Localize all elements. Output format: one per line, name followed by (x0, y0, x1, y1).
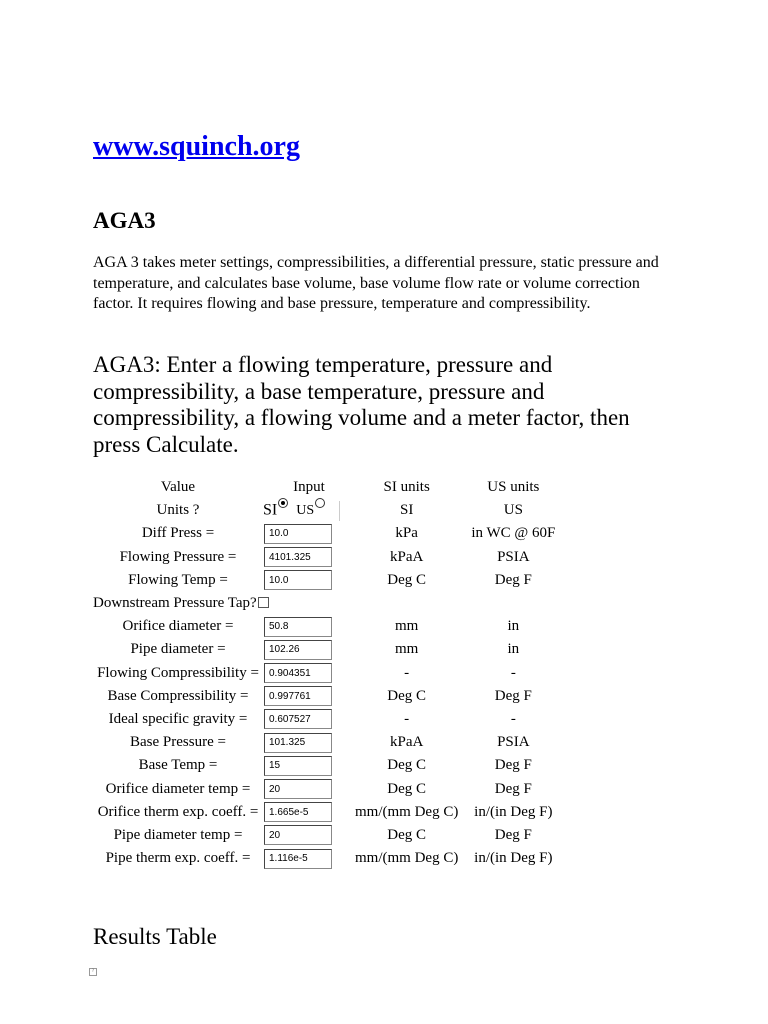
row-label: Pipe diameter temp = (113, 826, 243, 843)
units-divider (339, 501, 340, 521)
header-value: Value (160, 479, 196, 496)
value-input[interactable] (264, 849, 332, 869)
row-si-unit: Deg C (387, 826, 427, 843)
value-input[interactable] (264, 756, 332, 776)
row-si-unit: - (404, 710, 410, 727)
row-us-unit: in/(in Deg F) (474, 850, 553, 867)
downstream-tap-label: Downstream Pressure Tap? (93, 595, 257, 612)
row-input-cell (263, 754, 355, 777)
units-us-value: US (503, 502, 523, 519)
row-label: Orifice therm exp. coeff. = (97, 803, 259, 820)
row-us-unit: Deg F (494, 826, 532, 843)
row-si-unit: Deg C (387, 780, 427, 797)
row-input-cell (263, 801, 355, 824)
row-label: Base Pressure = (130, 734, 226, 751)
table-row (93, 615, 568, 638)
value-input[interactable] (264, 617, 332, 637)
table-row (93, 685, 568, 708)
downstream-tap-checkbox[interactable] (258, 597, 269, 608)
input-rows-group-1 (93, 522, 568, 592)
units-row (93, 499, 568, 522)
row-si-unit: Deg C (387, 571, 427, 588)
table-row (93, 569, 568, 592)
row-label: Orifice diameter = (122, 618, 234, 635)
row-input-cell (263, 777, 355, 800)
row-si-unit: Deg C (387, 687, 427, 704)
row-label: Diff Press = (141, 525, 215, 542)
row-us-unit: in WC @ 60F (471, 525, 556, 542)
row-us-unit: PSIA (497, 548, 530, 565)
row-si-unit: kPaA (389, 548, 424, 565)
tap-us-empty (458, 592, 568, 615)
row-label: Flowing Temp = (128, 571, 228, 588)
downstream-tap-row (93, 592, 568, 615)
value-input[interactable] (264, 640, 332, 660)
row-si-unit: kPa (395, 525, 418, 542)
header-input: Input (293, 479, 325, 496)
table-row (93, 847, 568, 870)
row-si-unit: mm (394, 618, 419, 635)
instructions-text: AGA3: Enter a flowing temperature, pressure and compressibility, a base temperature, pressure and compressibility, a flowing volume and a meter factor, then press Calculate. (93, 352, 630, 458)
table-row (93, 731, 568, 754)
table-row (93, 662, 568, 685)
row-input-cell (263, 615, 355, 638)
row-us-unit: - (510, 664, 516, 681)
table-row (93, 754, 568, 777)
row-si-unit: mm (394, 641, 419, 658)
units-label: Units ? (156, 502, 200, 519)
row-input-cell (263, 522, 355, 545)
table-row (93, 708, 568, 731)
row-us-unit: Deg F (494, 687, 532, 704)
row-label: Base Temp = (138, 757, 218, 774)
row-label: Flowing Compressibility = (97, 664, 259, 681)
row-us-unit: Deg F (494, 571, 532, 588)
table-row (93, 522, 568, 545)
row-label: Flowing Pressure = (119, 548, 237, 565)
value-input[interactable] (264, 570, 332, 590)
row-input-cell (263, 731, 355, 754)
header-si-units: SI units (383, 479, 430, 496)
page-heading: AGA3 (93, 208, 156, 233)
row-us-unit: in (507, 641, 520, 658)
header-us-units: US units (487, 479, 540, 496)
row-input-cell (263, 847, 355, 870)
row-si-unit: - (404, 664, 410, 681)
value-input[interactable] (264, 733, 332, 753)
row-us-unit: in/(in Deg F) (474, 803, 553, 820)
table-row (93, 801, 568, 824)
table-row (93, 777, 568, 800)
row-input-cell (263, 569, 355, 592)
row-input-cell (263, 638, 355, 661)
row-si-unit: kPaA (389, 734, 424, 751)
row-input-cell (263, 685, 355, 708)
row-us-unit: in (507, 618, 520, 635)
value-input[interactable] (264, 524, 332, 544)
page-description: AGA 3 takes meter settings, compressibilities, a differential pressure, static pressure and temperature, and calculates base volume, base volume flow rate or volume correction factor. It requires flowing and base pressure, temperature and compressibility. (93, 254, 659, 312)
input-rows-group-2 (93, 615, 568, 870)
row-si-unit: mm/(mm Deg C) (355, 803, 459, 820)
si-radio-icon[interactable] (278, 498, 288, 508)
results-table-title: Results Table (93, 924, 217, 949)
value-input[interactable] (264, 825, 332, 845)
units-selector (263, 499, 355, 522)
row-input-cell (263, 824, 355, 847)
tap-si-empty (355, 592, 458, 615)
aga3-input-table (93, 476, 568, 870)
row-input-cell (263, 708, 355, 731)
us-radio-icon[interactable] (315, 498, 325, 508)
row-us-unit: Deg F (494, 780, 532, 797)
value-input[interactable] (264, 709, 332, 729)
si-option-label: SI (263, 501, 278, 519)
row-us-unit: Deg F (494, 757, 532, 774)
table-row (93, 824, 568, 847)
us-option-label: US (296, 503, 315, 519)
row-si-unit: mm/(mm Deg C) (355, 850, 459, 867)
value-input[interactable] (264, 779, 332, 799)
row-input-cell (263, 662, 355, 685)
site-link[interactable]: www.squinch.org (93, 131, 300, 162)
value-input[interactable] (264, 802, 332, 822)
value-input[interactable] (264, 547, 332, 567)
value-input[interactable] (264, 686, 332, 706)
value-input[interactable] (264, 663, 332, 683)
table-row (93, 546, 568, 569)
table-header-row (93, 476, 568, 499)
row-us-unit: PSIA (497, 734, 530, 751)
row-input-cell (263, 546, 355, 569)
row-label: Orifice diameter temp = (105, 780, 251, 797)
broken-image-icon: ? (89, 968, 97, 976)
row-label: Pipe therm exp. coeff. = (105, 850, 251, 867)
downstream-tap-cell (93, 592, 355, 615)
row-us-unit: - (510, 710, 516, 727)
row-label: Base Compressibility = (107, 687, 249, 704)
row-label: Ideal specific gravity = (108, 710, 248, 727)
row-si-unit: Deg C (387, 757, 427, 774)
row-label: Pipe diameter = (130, 641, 226, 658)
units-si-value: SI (399, 502, 414, 519)
table-row (93, 638, 568, 661)
